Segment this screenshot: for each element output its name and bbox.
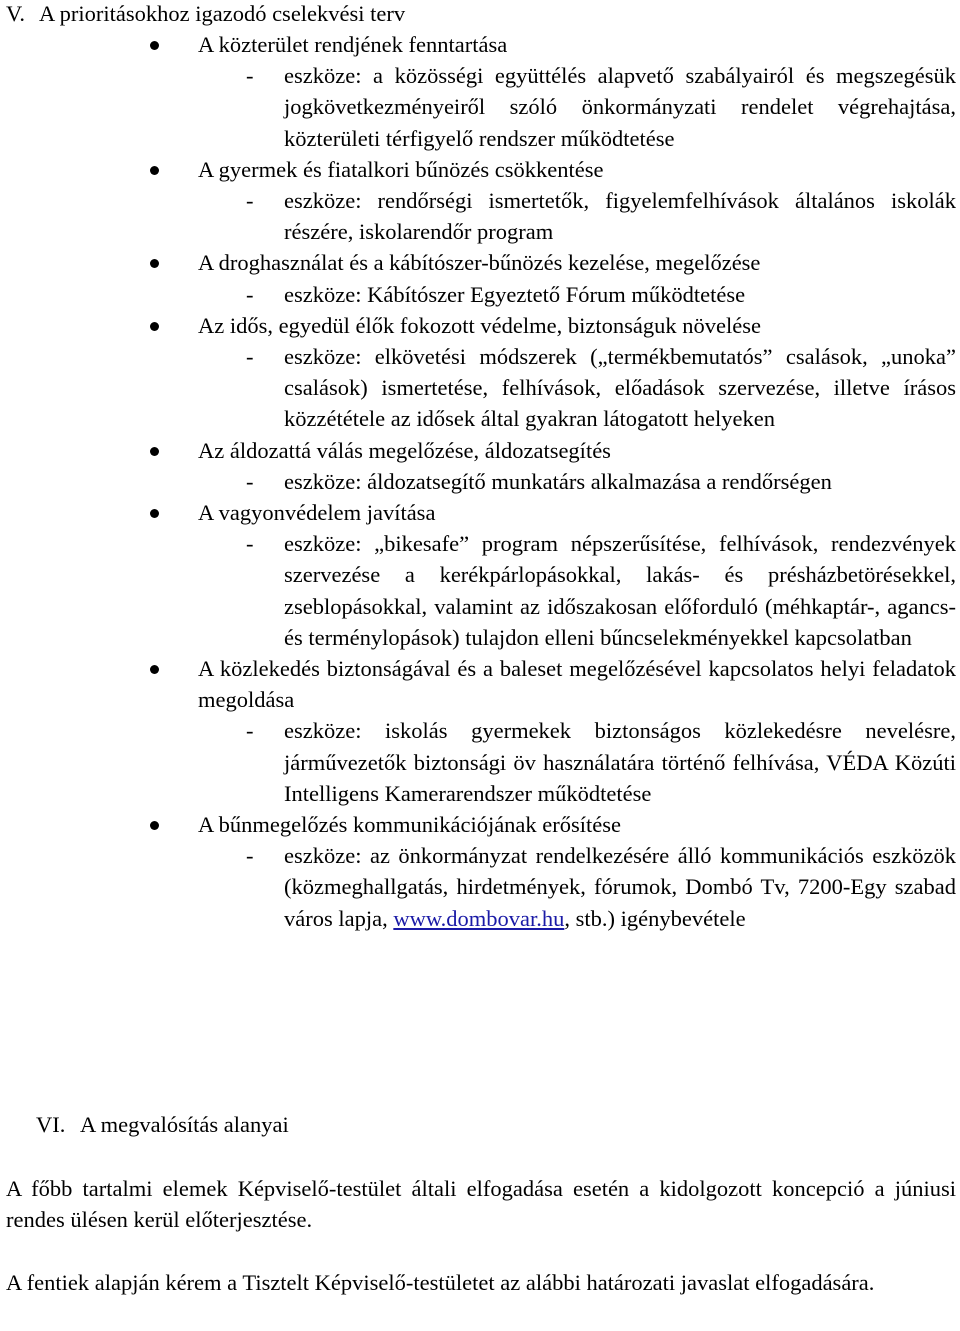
item-title: A bűnmegelőzés kommunikációjának erősítése bbox=[198, 812, 622, 838]
item-tool-text: eszköze: elkövetési módszerek („termékbemutatós” csalások, „unoka” csalások) ismertetése, felhívások, előadások szervezése, illetve írásos közzététele az idősek által gyakran látogatott helyeken bbox=[284, 344, 956, 432]
item-tool-text: eszköze: Kábítószer Egyeztető Fórum működtetése bbox=[284, 281, 746, 307]
item-tool-text-before: eszköze: az önkormányzat rendelkezésére álló kommunikációs eszközök (közmeghallgatás, hirdetmények, fórumok, Dombó Tv, 7200-Egy szabad város lapja, bbox=[284, 843, 956, 931]
bullet-icon bbox=[150, 509, 159, 518]
item-tool bbox=[198, 840, 956, 934]
section-6-number: VI. bbox=[36, 1112, 66, 1137]
item-tool-text: eszköze: „bikesafe” program népszerűsítése, felhívások, rendezvények szervezése a kerékpárlopásokkal, lakás- és présházbetörésekkel, zseblopásokkal, valamint az időszakosan előforduló (méhkaptár-, agancs- és terménylopások) tulajdon elleni bűncselekményekkel kapcsolatban bbox=[284, 531, 956, 650]
bullet-icon bbox=[150, 821, 159, 830]
item-title: A közterület rendjének fenntartása bbox=[198, 32, 508, 57]
list-item bbox=[150, 29, 956, 154]
bullet-icon bbox=[150, 166, 159, 175]
item-tool bbox=[198, 466, 956, 497]
item-tool bbox=[198, 715, 956, 809]
bullet-icon bbox=[150, 665, 159, 674]
dash: - bbox=[246, 281, 254, 307]
list-item bbox=[150, 154, 956, 248]
action-plan-list bbox=[150, 29, 956, 934]
item-tool-text: eszköze: rendőrségi ismertetők, figyelemfelhívások általános iskolák részére, iskolarendőr program bbox=[284, 188, 956, 245]
item-tool-text-after: , stb.) igénybevétele bbox=[564, 905, 746, 931]
item-tool bbox=[198, 279, 956, 310]
bullet-icon bbox=[150, 41, 159, 50]
bullet-icon bbox=[150, 447, 159, 456]
section-5-title: A prioritásokhoz igazodó cselekvési terv bbox=[39, 1, 406, 26]
list-item bbox=[150, 653, 956, 809]
paragraph-concept: A főbb tartalmi elemek Képviselő-testület általi elfogadása esetén a kidolgozott koncepció a júniusi rendes ülésen kerül előterjesztése. bbox=[6, 1176, 956, 1233]
list-item bbox=[150, 247, 956, 309]
item-tool bbox=[198, 341, 956, 435]
item-title: A közlekedés biztonságával és a baleset megelőzésével kapcsolatos helyi feladatok megoldása bbox=[198, 656, 956, 713]
paragraph-request: A fentiek alapján kérem a Tisztelt Képviselő-testületet az alábbi határozati javaslat elfogadására. bbox=[6, 1270, 875, 1295]
dombovar-link[interactable]: www.dombovar.hu bbox=[393, 905, 565, 931]
dash: - bbox=[246, 344, 254, 370]
section-5-number: V. bbox=[6, 1, 25, 26]
dash: - bbox=[246, 843, 254, 869]
bullet-icon bbox=[150, 322, 159, 331]
item-tool-text: eszköze: iskolás gyermekek biztonságos közlekedésre nevelésre, járművezetők biztonsági öv használatára történő felhívása, VÉDA Közúti Intelligens Kamerarendszer működtetése bbox=[284, 718, 956, 806]
section-6-heading bbox=[36, 1109, 289, 1140]
item-title: A droghasználat és a kábítószer-bűnözés kezelése, megelőzése bbox=[198, 250, 761, 276]
item-title: A vagyonvédelem javítása bbox=[198, 500, 436, 526]
list-item bbox=[150, 435, 956, 497]
item-title: A gyermek és fiatalkori bűnözés csökkentése bbox=[198, 156, 604, 182]
dash: - bbox=[246, 468, 254, 494]
item-title: Az idős, egyedül élők fokozott védelme, biztonságuk növelése bbox=[198, 312, 761, 338]
item-tool-text: eszköze: a közösségi együttélés alapvető szabályairól és megszegésük jogkövetkezményeiről szóló önkormányzati rendelet végrehajtása, közterületi térfigyelő rendszer működtetése bbox=[284, 63, 956, 151]
section-5-heading bbox=[6, 0, 405, 29]
list-item bbox=[150, 809, 956, 934]
list-item bbox=[150, 310, 956, 435]
dash: - bbox=[246, 188, 254, 214]
item-tool bbox=[198, 185, 956, 247]
dash: - bbox=[246, 718, 254, 744]
section-6-title: A megvalósítás alanyai bbox=[80, 1112, 289, 1137]
list-item bbox=[150, 497, 956, 653]
dash: - bbox=[246, 531, 254, 557]
bullet-icon bbox=[150, 259, 159, 268]
item-title: Az áldozattá válás megelőzése, áldozatsegítés bbox=[198, 437, 611, 463]
item-tool-text: eszköze: áldozatsegítő munkatárs alkalmazása a rendőrségen bbox=[284, 468, 832, 494]
item-tool bbox=[198, 528, 956, 653]
item-tool bbox=[198, 60, 956, 154]
dash: - bbox=[246, 63, 254, 89]
